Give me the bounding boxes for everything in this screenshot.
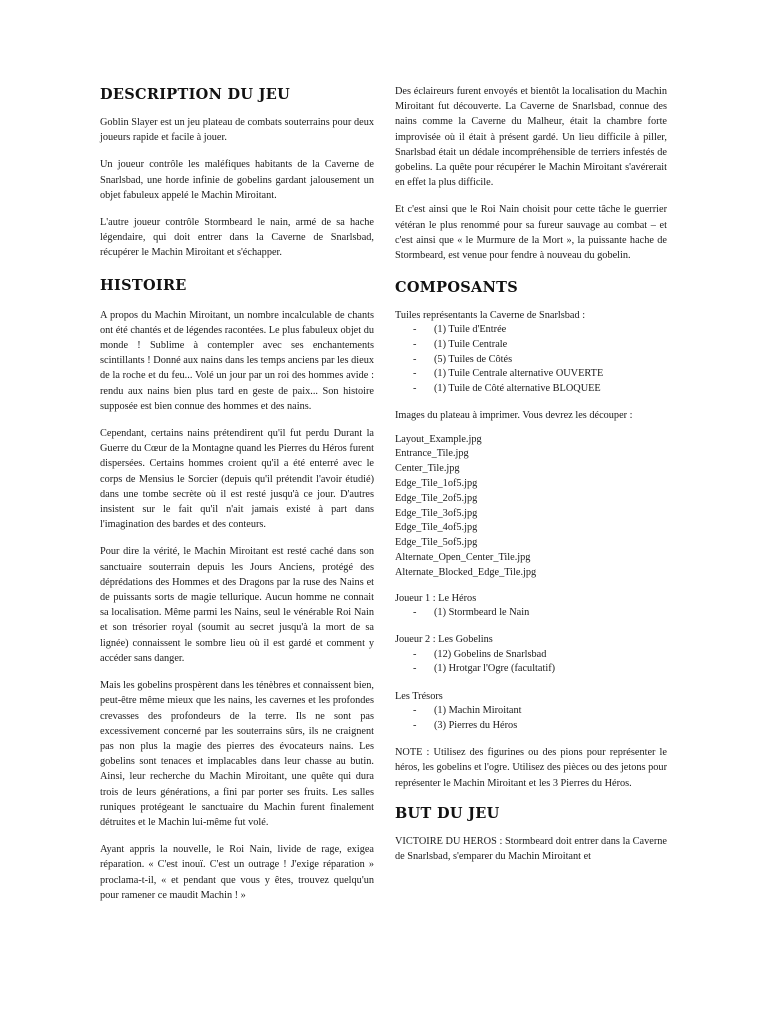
- tresors-list: [395, 704, 667, 733]
- paragraph: Goblin Slayer est un jeu plateau de combats souterrains pour deux joueurs rapide et facile à jouer.: [100, 117, 374, 144]
- paragraph: Un joueur contrôle les maléfiques habitants de la Caverne de Snarlsbad, une horde infinie de gobelins gardant jalousement un objet fabuleux appelé le Machin Miroitant.: [100, 159, 374, 201]
- list-item: - (12) Gobelins de Snarlsbad: [395, 648, 667, 663]
- left-column: [100, 86, 374, 903]
- paragraph: Et c'est ainsi que le Roi Nain choisit pour cette tâche le guerrier vétéran le plus renommé pour sa fureur sauvage au combat – et c'est ainsi que « le Murmure de la Mort », la puissante hache de Stormbeard, est venue pour fendre à nouveau du gobelin.: [395, 204, 667, 262]
- file-name: Edge_Tile_3of5.jpg: [395, 507, 478, 519]
- paragraph: L'autre joueur contrôle Stormbeard le nain, armé de sa hache légendaire, qui doit entrer dans la Caverne de Snarlsbad, récupérer le Machin Miroitant et s'échapper.: [100, 217, 374, 259]
- player1-list: [395, 606, 667, 621]
- player1-label: Joueur 1 : Le Héros: [395, 592, 477, 604]
- images-intro: Images du plateau à imprimer. Vous devrez les découper :: [395, 410, 633, 422]
- section-title-but: BUT DU JEU: [395, 804, 500, 822]
- file-name: Edge_Tile_5of5.jpg: [395, 537, 478, 549]
- paragraph: Mais les gobelins prospèrent dans les ténèbres et connaissent bien, peut-être même mieux que les nains, les cavernes et les profondes crevasses des profondeurs de la terre. Ils ne sont pas excessivement concerné par les souterrains sûrs, ils ne craignent pas non plus la magie des pierres des évocateurs nains. Les gobelins sont tenaces et implacables dans leur chasse au butin. Ainsi, leur recherche du Machin Miroitant, une quête qui dura trois de leurs générations, a fini par porter ses fruits. Les salles runiques protégeant le sanctuaire du Machin furent finalement détruites et le Machin lui-même fut volé.: [100, 680, 374, 828]
- list-item: - (1) Machin Miroitant: [395, 704, 667, 719]
- right-column: [395, 84, 667, 864]
- paragraph: Cependant, certains nains prétendirent qu'il fut perdu Durant la Guerre du Cœur de la Montagne quand les Pierres du Héros furent dispersées. Certains hommes croient qu'il a été enterré avec le corps de Mensius le Sorcier (depuis qu'il prétendit l'avoir étudié) dans une tombe secrète où il est resté jusqu'à ce jour. D'autres insistent sur le fait qu'il n'ait jamais existé à part dans l'imagination des bardes et des conteurs.: [100, 428, 374, 531]
- file-name: Layout_Example.jpg: [395, 433, 482, 445]
- section-title-histoire: HISTOIRE: [100, 276, 187, 294]
- list-item: - (1) Hrotgar l'Ogre (facultatif): [395, 662, 667, 677]
- section-title-composants: COMPOSANTS: [395, 279, 518, 297]
- note: NOTE : Utilisez des figurines ou des pions pour représenter le héros, les gobelins et l'ogre. Utilisez des pièces ou des jetons pour représenter le Machin Miroitant et les 3 Pierres du Héros.: [395, 747, 667, 789]
- section-title-description: DESCRIPTION DU JEU: [100, 86, 291, 103]
- tresors-label: Les Trésors: [395, 690, 443, 702]
- list-item: - (1) Tuile d'Entrée: [395, 323, 667, 338]
- paragraph: VICTOIRE DU HEROS : Stormbeard doit entrer dans la Caverne de Snarlsbad, s'emparer du Machin Miroitant et: [395, 835, 667, 862]
- list-item: - (1) Tuile Centrale alternative OUVERTE: [395, 367, 667, 382]
- paragraph: Pour dire la vérité, le Machin Miroitant est resté caché dans son sanctuaire souterrain depuis les Jours Anciens, protégé des déprédations des Hommes et des Dragons par la ruse des Nains et de puissants sorts de magie tellurique. Aucun homme ne connait sa localisation. Même parmi les Nains, seul le vénérable Roi Nain et son trésorier royal (soumit au secret jusqu'à la mort de sa lignée) connaissent le sombre lieu où il est gardé et comment y accéder sans danger.: [100, 546, 374, 664]
- file-list: [395, 433, 667, 581]
- file-name: Edge_Tile_4of5.jpg: [395, 522, 478, 534]
- paragraph: Ayant appris la nouvelle, le Roi Nain, livide de rage, exigea réparation. « C'est inouï. C'est un outrage ! J'exige réparation » proclama-t-il, « et pendant que vous y êtes, trouvez quelqu'un pour ramener ce maudit Machin ! »: [100, 844, 374, 901]
- file-name: Alternate_Blocked_Edge_Tile.jpg: [395, 566, 537, 578]
- player2-list: [395, 648, 667, 677]
- list-item: - (1) Tuile Centrale: [395, 338, 667, 353]
- list-item: - (1) Stormbeard le Nain: [395, 606, 667, 621]
- player2-label: Joueur 2 : Les Gobelins: [395, 634, 493, 646]
- tiles-list: [395, 323, 667, 396]
- file-name: Alternate_Open_Center_Tile.jpg: [395, 551, 531, 563]
- list-item: - (5) Tuiles de Côtés: [395, 353, 667, 368]
- file-name: Center_Tile.jpg: [395, 463, 460, 475]
- tiles-intro: Tuiles représentants la Caverne de Snarlsbad :: [395, 310, 586, 322]
- list-item: - (3) Pierres du Héros: [395, 719, 667, 734]
- file-name: Entrance_Tile.jpg: [395, 448, 469, 460]
- file-name: Edge_Tile_2of5.jpg: [395, 492, 478, 504]
- list-item: - (1) Tuile de Côté alternative BLOQUEE: [395, 382, 667, 397]
- file-name: Edge_Tile_1of5.jpg: [395, 478, 478, 489]
- paragraph: A propos du Machin Miroitant, un nombre incalculable de chants ont été chantés et de légendes racontées. Le plus fabuleux objet du monde ! Sublime à contempler avec ses enchantements scintillants ! Donné aux nains dans les temps anciens par les dieux de la roche et du feu... Volé un jour par un roi des hommes avide : rendu aux nains bien plus tard en geste de paix... Son histoire supposée est bien connue des hommes et des nains.: [100, 309, 374, 412]
- paragraph: Des éclaireurs furent envoyés et bientôt la localisation du Machin Miroitant fut découverte. La Caverne de Snarlsbad, connue des nains comme la Caverne du Malheur, était la chambre forte improvisée où il était à présent gardé. Un lieu difficile à piller, Snarlsbad était un dédale incompréhensible de terriers infestés de gobelins. La quête pour récupérer le Machin Miroitant s'avérerait en effet la plus difficile.: [395, 86, 667, 189]
